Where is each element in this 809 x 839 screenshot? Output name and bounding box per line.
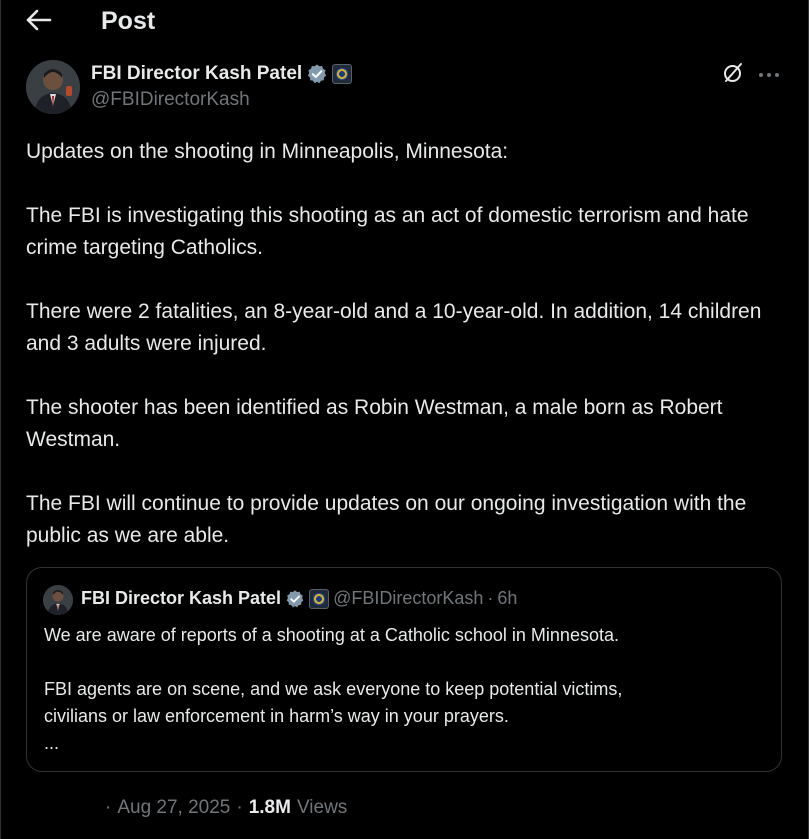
author-name-row	[91, 62, 352, 86]
meta-separator: ·	[236, 797, 243, 818]
quote-header	[81, 588, 517, 609]
grok-icon	[721, 61, 745, 90]
verified-badge-icon	[285, 589, 305, 609]
quoted-post[interactable]	[26, 567, 782, 772]
page-title: Post	[101, 7, 156, 35]
quote-separator: ·	[487, 588, 494, 608]
quote-line: FBI agents are on scene, and we ask everyone to keep potential victims,	[44, 679, 623, 699]
quote-author-handle: @FBIDirectorKash	[333, 588, 484, 608]
fbi-seal-icon[interactable]	[332, 64, 352, 84]
quote-line: civilians or law enforcement in harm’s way in your prayers.	[44, 706, 509, 726]
quote-author-name: FBI Director Kash Patel	[81, 588, 282, 608]
post-paragraph: The FBI will continue to provide updates on our ongoing investigation with the public as we are able.	[26, 492, 747, 547]
quote-avatar	[43, 585, 73, 615]
views-count: 1.8M	[248, 797, 291, 818]
meta-separator: ·	[105, 797, 112, 818]
arrow-left-icon	[26, 9, 52, 36]
more-options-button[interactable]	[754, 61, 784, 89]
verified-badge-icon[interactable]	[306, 63, 328, 85]
author-name[interactable]: FBI Director Kash Patel	[91, 63, 303, 84]
post-date[interactable]: Aug 27, 2025	[117, 797, 231, 818]
quote-line: We are aware of reports of a shooting at a Catholic school in Minnesota.	[44, 625, 619, 645]
back-button[interactable]	[23, 6, 55, 38]
post-paragraph: The FBI is investigating this shooting as an act of domestic terrorism and hate crime targeting Catholics.	[26, 204, 749, 259]
author-handle[interactable]: @FBIDirectorKash	[91, 89, 250, 110]
quote-text	[44, 622, 764, 757]
more-icon	[758, 66, 780, 84]
post-meta	[105, 796, 347, 820]
header	[1, 0, 808, 44]
post-text	[26, 136, 796, 552]
views-label: Views	[296, 797, 348, 818]
avatar-image	[26, 60, 80, 114]
post-paragraph: There were 2 fatalities, an 8-year-old and a 10-year-old. In addition, 14 children and 3 adults were injured.	[26, 300, 762, 355]
grok-button[interactable]	[719, 61, 747, 89]
quote-avatar-image	[43, 585, 73, 615]
avatar[interactable]	[26, 60, 80, 114]
quote-line: ...	[44, 733, 60, 753]
post-paragraph: The shooter has been identified as Robin Westman, a male born as Robert Westman.	[26, 396, 723, 451]
quote-timestamp: 6h	[497, 588, 518, 608]
post-paragraph: Updates on the shooting in Minneapolis, Minnesota:	[26, 140, 509, 163]
fbi-seal-icon	[309, 589, 329, 609]
